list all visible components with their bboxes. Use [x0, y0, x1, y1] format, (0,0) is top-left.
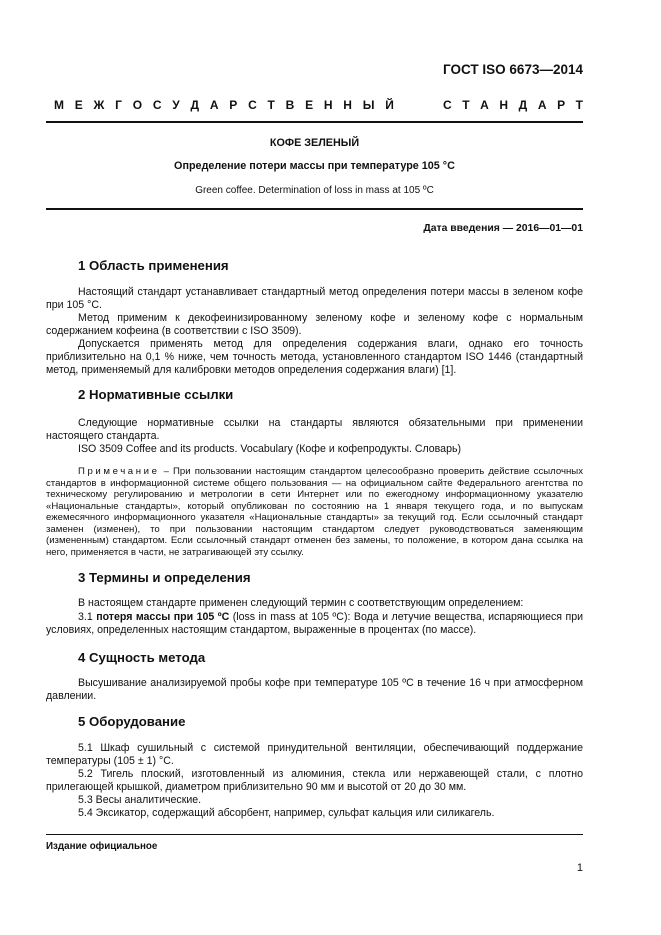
banner-word-interstate: М Е Ж Г О С У Д А Р С Т В Е Н Н Ы Й: [54, 98, 394, 112]
section-3-definition: [46, 611, 583, 637]
term-number: 3.1: [78, 611, 97, 623]
header-rule: [46, 121, 583, 123]
note-text: – При пользовании настоящим стандартом целесообразно проверить действие ссылочных стандартов в информационной системе общего пользования — на официальном сайте Федерального агентства по техническому регулированию и метрологии в сети Интернет или по ежегодному информационному указателю «Национальные стандарты», который опубликован по состоянию на 1 января текущего года, и по выпускам ежемесячного информационного указателя «Национальные стандарты» за текущий год. Если ссылочный стандарт заменен (изменен), то при пользовании настоящим стандартом следует руководствоваться заменяющим (измененным) стандартом. Если ссылочный стандарт отменен без замены, то положение, в котором дана ссылка на него, применяется в части, не затрагивающей эту ссылку.: [46, 466, 583, 558]
section-5-heading: 5 Оборудование: [78, 714, 186, 729]
document-subtitle: Определение потери массы при температуре 105 °С: [174, 160, 455, 172]
section-4-heading: 4 Сущность метода: [78, 650, 206, 665]
section-5-item-2: 5.2 Тигель плоский, изготовленный из алюминия, стекла или нержавеющей стали, с плотно прилегающей крышкой, диаметром приблизительно 90 мм и высотой от 20 до 30 мм.: [46, 768, 583, 793]
standard-banner: [54, 99, 583, 112]
section-3-paragraph-1: В настоящем стандарте применен следующий термин с соответствующим определением:: [78, 597, 524, 609]
section-2-note: [46, 466, 583, 558]
section-5-item-1: 5.1 Шкаф сушильный с системой принудительной вентиляции, обеспечивающий поддержание температуры (105 ± 1) °С.: [46, 742, 583, 767]
banner-word-standard: С Т А Н Д А Р Т: [443, 98, 583, 112]
section-1-paragraph-2: Метод применим к декофеинизированному зеленому кофе и зеленому кофе с нормальным содержанием кофеина (в соответствии с ISO 3509).: [46, 312, 583, 337]
section-4-paragraph-1: Высушивание анализируемой пробы кофе при температуре 105 ºС в течение 16 ч при атмосферном давлении.: [46, 677, 583, 702]
footer-rule: [46, 834, 583, 835]
section-1-paragraph-1: Настоящий стандарт устанавливает стандартный метод определения потери массы в зеленом кофе при 105 °С.: [46, 286, 583, 311]
introduction-date: Дата введения — 2016—01—01: [423, 223, 583, 234]
title-rule: [46, 208, 583, 210]
section-2-paragraph-1: Следующие нормативные ссылки на стандарты являются обязательными при применении настоящего стандарта.: [46, 417, 583, 442]
term-name: потеря массы при 105 ºС: [96, 611, 230, 623]
document-code: ГОСТ ISO 6673—2014: [443, 62, 583, 77]
english-title: Green coffee. Determination of loss in mass at 105 ºC: [195, 185, 434, 196]
page-number: 1: [576, 862, 583, 874]
section-5-item-3: 5.3 Весы аналитические.: [78, 794, 202, 806]
section-5-item-4: 5.4 Эксикатор, содержащий абсорбент, например, сульфат кальция или силикагель.: [78, 807, 495, 819]
section-2-heading: 2 Нормативные ссылки: [78, 387, 234, 402]
term-definition: (loss in mass at 105 ºС): Вода и летучие вещества, испаряющиеся при условиях, определенных настоящим стандартом, выраженные в процентах (по массе).: [46, 611, 584, 636]
document-page: [46, 0, 583, 935]
edition-label: Издание официальное: [46, 841, 158, 852]
section-3-heading: 3 Термины и определения: [78, 570, 251, 585]
section-1-heading: 1 Область применения: [78, 258, 229, 273]
section-1-paragraph-3: Допускается применять метод для определения содержания влаги, однако его точность приблизительно на 0,1 % ниже, чем точность метода, установленного стандартом ISO 1446 (стандартный метод, применяемый для калибровки методов определения содержания влаги) [1].: [46, 338, 583, 376]
document-title: КОФЕ ЗЕЛЕНЫЙ: [269, 137, 360, 149]
note-label: Примечание: [78, 466, 160, 477]
section-2-paragraph-2: ISO 3509 Coffee and its products. Vocabulary (Кофе и кофепродукты. Словарь): [78, 443, 462, 455]
